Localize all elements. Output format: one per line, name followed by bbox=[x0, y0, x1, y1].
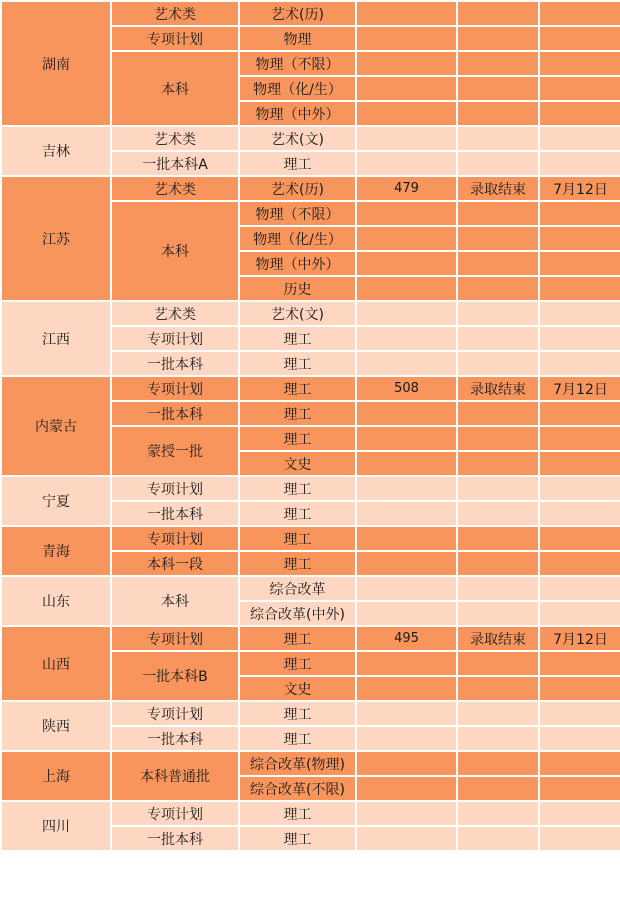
status-cell bbox=[457, 26, 539, 51]
subject-cell: 综合改革(中外) bbox=[239, 601, 356, 626]
status-cell bbox=[457, 701, 539, 726]
subject-cell: 理工 bbox=[239, 501, 356, 526]
subject-cell: 理工 bbox=[239, 526, 356, 551]
score-cell: 495 bbox=[356, 626, 457, 651]
batch-cell: 艺术类 bbox=[111, 126, 239, 151]
date-cell bbox=[539, 826, 620, 851]
score-cell bbox=[356, 501, 457, 526]
province-cell: 四川 bbox=[1, 801, 111, 851]
date-cell bbox=[539, 76, 620, 101]
score-cell bbox=[356, 126, 457, 151]
date-cell bbox=[539, 126, 620, 151]
status-cell bbox=[457, 476, 539, 501]
status-cell bbox=[457, 326, 539, 351]
subject-cell: 理工 bbox=[239, 376, 356, 401]
batch-cell: 本科一段 bbox=[111, 551, 239, 576]
status-cell: 录取结束 bbox=[457, 376, 539, 401]
date-cell bbox=[539, 426, 620, 451]
subject-cell: 物理（化/生） bbox=[239, 76, 356, 101]
score-cell bbox=[356, 1, 457, 26]
batch-cell: 专项计划 bbox=[111, 801, 239, 826]
subject-cell: 艺术(文) bbox=[239, 126, 356, 151]
score-cell bbox=[356, 751, 457, 776]
date-cell bbox=[539, 601, 620, 626]
date-cell bbox=[539, 526, 620, 551]
date-cell bbox=[539, 551, 620, 576]
batch-cell: 本科 bbox=[111, 201, 239, 301]
table-row bbox=[1, 126, 620, 151]
date-cell bbox=[539, 751, 620, 776]
province-cell: 山西 bbox=[1, 626, 111, 701]
admission-table-body bbox=[1, 1, 620, 851]
score-cell bbox=[356, 576, 457, 601]
province-cell: 青海 bbox=[1, 526, 111, 576]
date-cell: 7月12日 bbox=[539, 626, 620, 651]
table-row bbox=[1, 526, 620, 551]
date-cell bbox=[539, 501, 620, 526]
subject-cell: 艺术(历) bbox=[239, 1, 356, 26]
status-cell bbox=[457, 751, 539, 776]
subject-cell: 理工 bbox=[239, 401, 356, 426]
subject-cell: 理工 bbox=[239, 801, 356, 826]
status-cell bbox=[457, 201, 539, 226]
status-cell bbox=[457, 351, 539, 376]
score-cell bbox=[356, 351, 457, 376]
score-cell bbox=[356, 101, 457, 126]
date-cell bbox=[539, 151, 620, 176]
batch-cell: 本科 bbox=[111, 51, 239, 126]
table-row bbox=[1, 801, 620, 826]
status-cell bbox=[457, 451, 539, 476]
status-cell bbox=[457, 251, 539, 276]
subject-cell: 文史 bbox=[239, 451, 356, 476]
province-cell: 吉林 bbox=[1, 126, 111, 176]
score-cell bbox=[356, 526, 457, 551]
status-cell bbox=[457, 526, 539, 551]
subject-cell: 艺术(历) bbox=[239, 176, 356, 201]
batch-cell: 专项计划 bbox=[111, 626, 239, 651]
score-cell bbox=[356, 551, 457, 576]
subject-cell: 理工 bbox=[239, 476, 356, 501]
batch-cell: 专项计划 bbox=[111, 476, 239, 501]
date-cell bbox=[539, 226, 620, 251]
subject-cell: 物理（化/生） bbox=[239, 226, 356, 251]
date-cell bbox=[539, 276, 620, 301]
score-cell bbox=[356, 226, 457, 251]
date-cell bbox=[539, 701, 620, 726]
subject-cell: 物理 bbox=[239, 26, 356, 51]
date-cell bbox=[539, 251, 620, 276]
batch-cell: 一批本科 bbox=[111, 401, 239, 426]
batch-cell: 专项计划 bbox=[111, 376, 239, 401]
date-cell bbox=[539, 51, 620, 76]
batch-cell: 一批本科A bbox=[111, 151, 239, 176]
score-cell bbox=[356, 76, 457, 101]
date-cell bbox=[539, 726, 620, 751]
subject-cell: 物理（不限） bbox=[239, 201, 356, 226]
score-cell bbox=[356, 601, 457, 626]
status-cell: 录取结束 bbox=[457, 176, 539, 201]
date-cell bbox=[539, 101, 620, 126]
status-cell bbox=[457, 226, 539, 251]
batch-cell: 专项计划 bbox=[111, 526, 239, 551]
province-cell: 江苏 bbox=[1, 176, 111, 301]
status-cell bbox=[457, 551, 539, 576]
status-cell bbox=[457, 826, 539, 851]
province-cell: 宁夏 bbox=[1, 476, 111, 526]
score-cell bbox=[356, 326, 457, 351]
subject-cell: 历史 bbox=[239, 276, 356, 301]
score-cell bbox=[356, 201, 457, 226]
score-cell bbox=[356, 401, 457, 426]
date-cell bbox=[539, 301, 620, 326]
subject-cell: 理工 bbox=[239, 726, 356, 751]
province-cell: 陕西 bbox=[1, 701, 111, 751]
date-cell bbox=[539, 26, 620, 51]
subject-cell: 文史 bbox=[239, 676, 356, 701]
subject-cell: 理工 bbox=[239, 701, 356, 726]
score-cell bbox=[356, 451, 457, 476]
province-cell: 山东 bbox=[1, 576, 111, 626]
subject-cell: 物理（中外） bbox=[239, 251, 356, 276]
status-cell bbox=[457, 676, 539, 701]
status-cell bbox=[457, 51, 539, 76]
subject-cell: 理工 bbox=[239, 826, 356, 851]
score-cell bbox=[356, 776, 457, 801]
date-cell: 7月12日 bbox=[539, 376, 620, 401]
batch-cell: 专项计划 bbox=[111, 26, 239, 51]
date-cell bbox=[539, 201, 620, 226]
table-row bbox=[1, 1, 620, 26]
status-cell bbox=[457, 776, 539, 801]
date-cell bbox=[539, 676, 620, 701]
subject-cell: 综合改革(物理) bbox=[239, 751, 356, 776]
status-cell bbox=[457, 101, 539, 126]
batch-cell: 一批本科 bbox=[111, 351, 239, 376]
table-row bbox=[1, 376, 620, 401]
table-row bbox=[1, 576, 620, 601]
table-row bbox=[1, 476, 620, 501]
score-cell bbox=[356, 51, 457, 76]
status-cell: 录取结束 bbox=[457, 626, 539, 651]
status-cell bbox=[457, 426, 539, 451]
status-cell bbox=[457, 726, 539, 751]
table-row bbox=[1, 626, 620, 651]
batch-cell: 专项计划 bbox=[111, 701, 239, 726]
status-cell bbox=[457, 76, 539, 101]
score-cell bbox=[356, 726, 457, 751]
subject-cell: 物理（中外） bbox=[239, 101, 356, 126]
subject-cell: 理工 bbox=[239, 551, 356, 576]
subject-cell: 综合改革(不限) bbox=[239, 776, 356, 801]
province-cell: 江西 bbox=[1, 301, 111, 376]
batch-cell: 艺术类 bbox=[111, 1, 239, 26]
score-cell bbox=[356, 801, 457, 826]
date-cell bbox=[539, 401, 620, 426]
status-cell bbox=[457, 651, 539, 676]
status-cell bbox=[457, 501, 539, 526]
date-cell: 7月12日 bbox=[539, 176, 620, 201]
date-cell bbox=[539, 476, 620, 501]
status-cell bbox=[457, 1, 539, 26]
province-cell: 上海 bbox=[1, 751, 111, 801]
date-cell bbox=[539, 351, 620, 376]
batch-cell: 本科 bbox=[111, 576, 239, 626]
date-cell bbox=[539, 326, 620, 351]
batch-cell: 一批本科 bbox=[111, 501, 239, 526]
score-cell: 479 bbox=[356, 176, 457, 201]
province-cell: 湖南 bbox=[1, 1, 111, 126]
batch-cell: 一批本科 bbox=[111, 826, 239, 851]
score-cell bbox=[356, 651, 457, 676]
subject-cell: 理工 bbox=[239, 626, 356, 651]
province-cell: 内蒙古 bbox=[1, 376, 111, 476]
date-cell bbox=[539, 776, 620, 801]
batch-cell: 一批本科B bbox=[111, 651, 239, 701]
score-cell bbox=[356, 701, 457, 726]
subject-cell: 理工 bbox=[239, 151, 356, 176]
subject-cell: 理工 bbox=[239, 326, 356, 351]
status-cell bbox=[457, 601, 539, 626]
status-cell bbox=[457, 801, 539, 826]
score-cell bbox=[356, 251, 457, 276]
score-cell bbox=[356, 276, 457, 301]
status-cell bbox=[457, 301, 539, 326]
date-cell bbox=[539, 651, 620, 676]
subject-cell: 理工 bbox=[239, 651, 356, 676]
score-cell bbox=[356, 426, 457, 451]
status-cell bbox=[457, 276, 539, 301]
score-cell bbox=[356, 151, 457, 176]
subject-cell: 理工 bbox=[239, 426, 356, 451]
score-cell bbox=[356, 676, 457, 701]
status-cell bbox=[457, 126, 539, 151]
table-row bbox=[1, 701, 620, 726]
batch-cell: 本科普通批 bbox=[111, 751, 239, 801]
score-cell bbox=[356, 301, 457, 326]
subject-cell: 艺术(文) bbox=[239, 301, 356, 326]
batch-cell: 一批本科 bbox=[111, 726, 239, 751]
batch-cell: 蒙授一批 bbox=[111, 426, 239, 476]
date-cell bbox=[539, 1, 620, 26]
date-cell bbox=[539, 576, 620, 601]
score-cell bbox=[356, 826, 457, 851]
score-cell bbox=[356, 26, 457, 51]
table-row bbox=[1, 751, 620, 776]
batch-cell: 专项计划 bbox=[111, 326, 239, 351]
score-cell bbox=[356, 476, 457, 501]
batch-cell: 艺术类 bbox=[111, 176, 239, 201]
table-row bbox=[1, 176, 620, 201]
table-row bbox=[1, 301, 620, 326]
subject-cell: 物理（不限） bbox=[239, 51, 356, 76]
date-cell bbox=[539, 451, 620, 476]
status-cell bbox=[457, 151, 539, 176]
score-cell: 508 bbox=[356, 376, 457, 401]
subject-cell: 理工 bbox=[239, 351, 356, 376]
batch-cell: 艺术类 bbox=[111, 301, 239, 326]
status-cell bbox=[457, 401, 539, 426]
status-cell bbox=[457, 576, 539, 601]
subject-cell: 综合改革 bbox=[239, 576, 356, 601]
date-cell bbox=[539, 801, 620, 826]
